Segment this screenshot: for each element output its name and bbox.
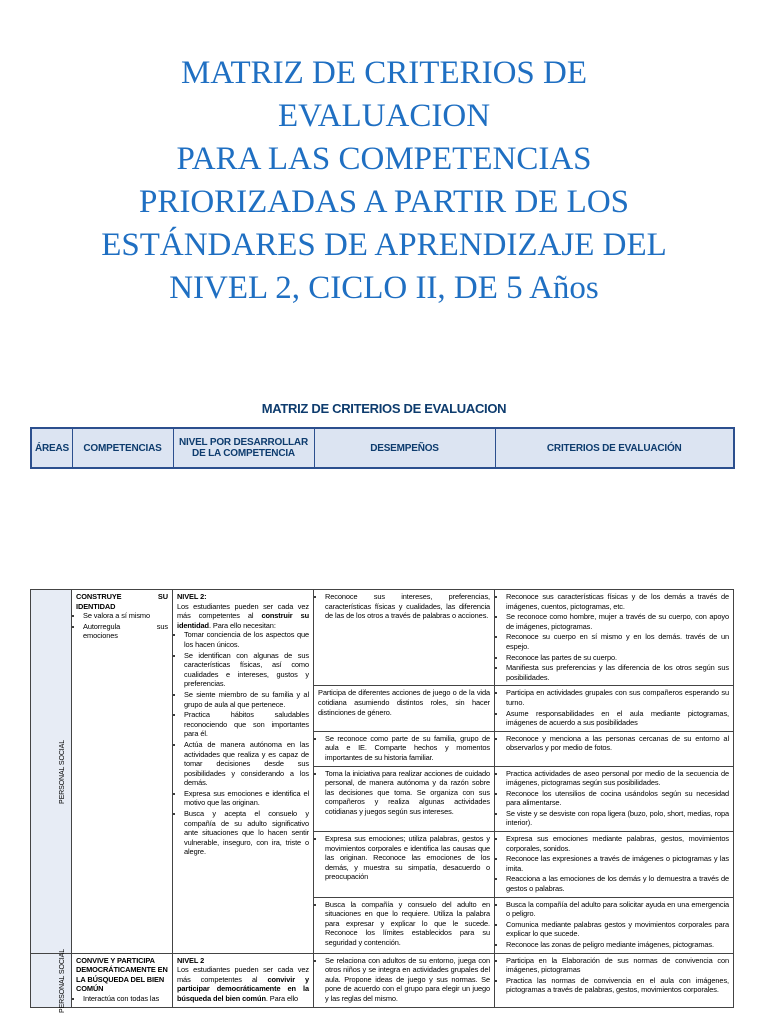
- list-item: • Reconoce los utensilios de cocina usándolos según su necesidad para alimentarse.: [506, 789, 729, 808]
- area-cell: [31, 949, 72, 1014]
- criterios-cell: [495, 897, 734, 953]
- list-item: • Reconoce su cuerpo en sí mismo y en los demás. través de un espejo.: [506, 632, 729, 651]
- area-cell: [31, 590, 72, 954]
- list-item: • Expresa sus emociones; utiliza palabras, gestos y movimientos corporales e identifica las causas que las originan. Reconoce las emociones de los demás, y muestra su simpatía, desacuerdo o preocupación: [325, 834, 490, 882]
- list-item: • Reconoce sus características físicas y de los demás a través de imágenes, cuentos, pictogramas, etc.: [506, 592, 729, 611]
- title-line: ESTÁNDARES DE APRENDIZAJE DEL: [101, 227, 667, 263]
- list-item: • Practica hábitos saludables reconociendo que son importantes para él.: [184, 710, 309, 739]
- desempeno-cell: [314, 590, 495, 686]
- list-item: • Manifiesta sus preferencias y las diferencia de los otros según sus posibilidades.: [506, 663, 729, 682]
- list-item: • Se viste y se desviste con ropa ligera (buzo, polo, short, medias, ropa interior).: [506, 809, 729, 828]
- nivel-cell: [173, 953, 314, 1007]
- competencia-title: CONSTRUYE SU IDENTIDAD: [76, 592, 168, 611]
- desempeno-cell: Participa de diferentes acciones de juego o de la vida cotidiana asumiendo distintos roles, sin hacer distinciones de género.: [314, 686, 495, 731]
- list-item: • Autorregula sus emociones: [83, 622, 168, 641]
- matrix-body-table: [30, 589, 734, 1014]
- list-item: • Se relaciona con adultos de su entorno, juega con otros niños y se integra en actividades grupales del aula. Propone ideas de juego y sus normas. Se pone de acuerdo con el grupo para elegir un juego y las reglas del mismo.: [325, 956, 490, 1004]
- criterios-cell: [495, 686, 734, 731]
- criterios-cell: [495, 953, 734, 1007]
- list-item: • Tomar conciencia de los aspectos que los hacen únicos.: [184, 630, 309, 649]
- competencia-cell: [72, 953, 173, 1007]
- nivel-title: NIVEL 2:: [177, 592, 207, 601]
- header-nivel: NIVEL POR DESARROLLAR DE LA COMPETENCIA: [173, 428, 314, 468]
- list-item: • Se reconoce como parte de su familia, grupo de aula e IE. Comparte hechos y momentos importantes de su historia familiar.: [325, 734, 490, 763]
- desempeno-cell: [314, 832, 495, 898]
- document-title: [40, 52, 728, 310]
- list-item: • Expresa sus emociones mediante palabras, gestos, movimientos corporales, sonidos.: [506, 834, 729, 853]
- header-criterios: CRITERIOS DE EVALUACIÓN: [495, 428, 734, 468]
- list-item: • Se identifican con algunas de sus características físicas, así como cualidades e intereses, gustos y preferencias.: [184, 651, 309, 689]
- list-item: • Reconoce sus intereses, preferencias, características físicas y cualidades, las diferencia de las de los otros a través de palabras o acciones.: [325, 592, 490, 621]
- title-line: MATRIZ DE CRITERIOS DE: [180, 55, 588, 91]
- area-label: PERSONAL SOCIAL: [59, 740, 66, 805]
- list-item: • Actúa de manera autónoma en las actividades que realiza y es capaz de tomar decisiones desde sus posibilidades y considerando a los demás.: [184, 740, 309, 788]
- criterios-cell: [495, 731, 734, 766]
- list-item: • Participa en la Elaboración de sus normas de convivencia con imágenes, pictogramas: [506, 956, 729, 975]
- list-item: • Reacciona a las emociones de los demás y lo demuestra a través de gestos o palabras.: [506, 874, 729, 893]
- criterios-cell: [495, 766, 734, 832]
- title-line: NIVEL 2, CICLO II, DE 5 Años: [169, 270, 599, 306]
- desempeno-cell: [314, 953, 495, 1007]
- area-label: PERSONAL SOCIAL: [59, 949, 66, 1014]
- title-line: PRIORIZADAS A PARTIR DE LOS: [138, 184, 630, 220]
- criterios-cell: [495, 590, 734, 686]
- list-item: • Asume responsabilidades en el aula mediante pictogramas, imágenes de acuerdo a sus posibilidades: [506, 709, 729, 728]
- list-item: • Participa en actividades grupales con sus compañeros esperando su turno.: [506, 688, 729, 707]
- list-item: • Busca la compañía y consuelo del adulto en situaciones en que lo requiere. Utiliza la palabra para expresar y explicar lo que le sucede. Reconoce los límites establecidos para su seguridad y contención.: [325, 900, 490, 948]
- competencia-cell: [72, 590, 173, 954]
- title-line: EVALUACION: [277, 98, 491, 134]
- criterios-cell: [495, 832, 734, 898]
- list-item: • Se valora a sí mismo: [83, 611, 168, 621]
- matrix-title: MATRIZ DE CRITERIOS DE EVALUACION: [261, 401, 507, 416]
- competencia-title: CONVIVE Y PARTICIPA DEMOCRÁTICAMENTE EN LA BÚSQUEDA DEL BIEN COMÚN: [76, 955, 168, 994]
- list-item: • Practica las normas de convivencia en el aula con imágenes, pictogramas a través de palabras, gestos, movimientos corporales.: [506, 976, 729, 995]
- nivel-intro: Los estudiantes pueden ser cada vez más competentes al construir su identidad. Para ello necesitan:: [177, 601, 309, 630]
- list-item: • Reconoce las expresiones a través de imágenes o pictogramas y las imita.: [506, 854, 729, 873]
- table-row: [31, 953, 734, 1007]
- list-item: • Toma la iniciativa para realizar acciones de cuidado personal, de manera autónoma y da razón sobre las decisiones que toma. Se organiza con sus compañeros y realiza algunas actividades cotidianas y juegos según sus intereses.: [325, 769, 490, 817]
- list-item: • Practica actividades de aseo personal por medio de la secuencia de imágenes, pictogramas según sus posibilidades.: [506, 769, 729, 788]
- table-row: [31, 590, 734, 686]
- nivel-cell: [173, 590, 314, 954]
- list-item: • Se siente miembro de su familia y al grupo de aula al que pertenece.: [184, 690, 309, 709]
- matrix-header-table: [30, 427, 735, 469]
- list-item: • Reconoce y menciona a las personas cercanas de su entorno al observarlos y por medio de fotos.: [506, 734, 729, 753]
- list-item: • Reconoce las partes de su cuerpo.: [506, 653, 729, 663]
- nivel-intro: Los estudiantes pueden ser cada vez más competentes al convivir y participar democráticamente en la búsqueda del bien común. Para ello: [177, 965, 309, 1003]
- header-row: [31, 428, 734, 468]
- nivel-title: NIVEL 2: [177, 955, 205, 965]
- header-areas: ÁREAS: [31, 428, 72, 468]
- list-item: • Busca la compañía del adulto para solicitar ayuda en una emergencia o peligro.: [506, 900, 729, 919]
- desempeno-cell: [314, 766, 495, 832]
- header-competencias: COMPETENCIAS: [72, 428, 173, 468]
- list-item: • Interactúa con todas las: [83, 994, 168, 1004]
- list-item: • Busca y acepta el consuelo y compañía de su adulto significativo ante situaciones que lo hacen sentir vulnerable, inseguro, con ira, triste o alegre.: [184, 809, 309, 857]
- list-item: • Expresa sus emociones e identifica el motivo que las originan.: [184, 789, 309, 808]
- list-item: • Comunica mediante palabras gestos y movimientos corporales para explicar lo que sucede.: [506, 920, 729, 939]
- desempeno-cell: [314, 897, 495, 953]
- title-line: PARA LAS COMPETENCIAS: [176, 141, 592, 177]
- desempeno-cell: [314, 731, 495, 766]
- list-item: • Reconoce las zonas de peligro mediante imágenes, pictogramas.: [506, 940, 729, 950]
- list-item: • Se reconoce como hombre, mujer a través de su cuerpo, con apoyo de imágenes, pictogramas.: [506, 612, 729, 631]
- header-desempenos: DESEMPEÑOS: [314, 428, 495, 468]
